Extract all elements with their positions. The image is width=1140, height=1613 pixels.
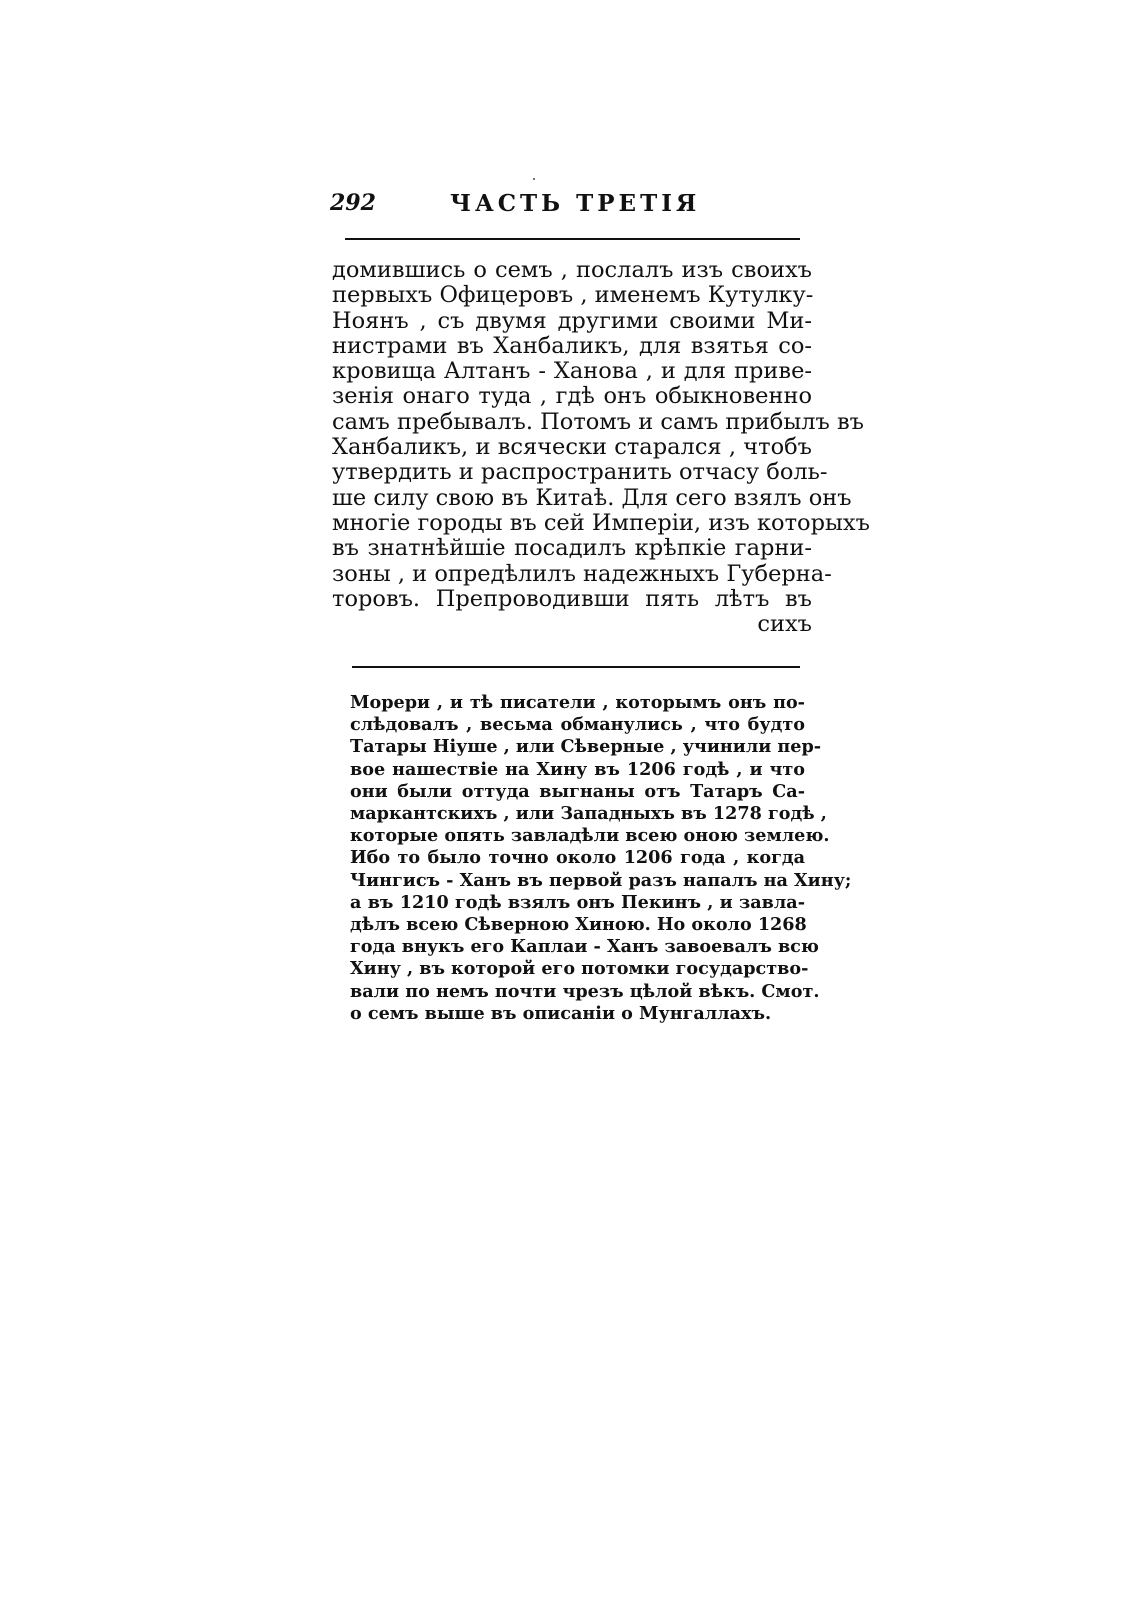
main-text-block xyxy=(332,257,870,638)
print-speck xyxy=(533,178,535,180)
main-text-line: утвердить и распространить отчасу боль- xyxy=(332,459,828,486)
footnote-block xyxy=(350,692,852,1025)
main-text-line: зенія онаго туда , гдѣ онъ обыкновенно xyxy=(332,383,812,410)
main-text-line: ше силу свою въ Китаѣ. Для сего взялъ онъ xyxy=(332,484,852,511)
main-text-line: домившись о семъ , послалъ изъ своихъ xyxy=(332,257,812,283)
footnote-line: вали по немъ почти чрезъ цѣлой вѣкъ. Смот. xyxy=(350,980,820,1002)
footnote-line: слѣдовалъ , весьма обманулись , что будто xyxy=(350,714,805,736)
main-text-line: Ханбаликъ, и всячески старался , чтобъ xyxy=(332,434,812,461)
footnote-line: Морери , и тѣ писатели , которымъ онъ по- xyxy=(350,692,805,713)
footnote-line: а въ 1210 годѣ взялъ онъ Пекинъ , и завла- xyxy=(350,891,805,913)
page-header xyxy=(330,190,800,226)
footnote-line: вое нашествіе на Хину въ 1206 годѣ , и что xyxy=(350,758,805,780)
footnote-rule xyxy=(352,666,800,668)
main-text-line: первыхъ Офицеровъ , именемъ Кутулку- xyxy=(332,282,814,309)
footnote-line: маркантскихъ , или Западныхъ въ 1278 годѣ , xyxy=(350,803,827,825)
main-text-line: самъ пребывалъ. Потомъ и самъ прибылъ въ xyxy=(332,408,865,435)
footnote-line: они были оттуда выгнаны отъ Татаръ Са- xyxy=(350,780,805,802)
footnote-line: Хину , въ которой его потомки государство- xyxy=(350,958,809,980)
main-text-line: зоны , и опредѣлилъ надежныхъ Губерна- xyxy=(332,560,832,587)
running-head: ЧАСТЬ ТРЕТІЯ xyxy=(450,190,701,217)
page-number: 292 xyxy=(330,190,376,216)
header-rule xyxy=(345,238,800,240)
footnote-line: Ибо то было точно около 1206 года , когда xyxy=(350,847,805,869)
footnote-line: дѣлъ всею Сѣверною Хиною. Но около 1268 xyxy=(350,914,807,936)
catchword: сихъ xyxy=(757,611,812,638)
main-text-line: многіе городы въ сей Имперіи, изъ которыхъ xyxy=(332,509,870,536)
footnote-line: о семъ выше въ описаніи о Мунгаллахъ. xyxy=(350,1002,772,1024)
main-text-line: въ знатнѣйшіе посадилъ крѣпкіе гарни- xyxy=(332,535,812,562)
footnote-line: Чингисъ - Ханъ въ первой разъ напалъ на Хину; xyxy=(350,869,852,891)
main-text-line: Ноянъ , съ двумя другими своими Ми- xyxy=(332,307,812,334)
footnote-line: года внукъ его Каплаи - Ханъ завоевалъ всю xyxy=(350,936,819,958)
main-text-line: торовъ. Препроводивши пять лѣтъ въ xyxy=(332,585,812,612)
footnote-line: которые опять завладѣли всею оною землею. xyxy=(350,825,830,847)
main-text-line: нистрами въ Ханбаликъ, для взятья со- xyxy=(332,332,812,359)
footnote-line: Татары Ніуше , или Сѣверные , учинили пер- xyxy=(350,736,822,758)
main-text-line: кровища Алтанъ - Ханова , и для приве- xyxy=(332,358,812,385)
